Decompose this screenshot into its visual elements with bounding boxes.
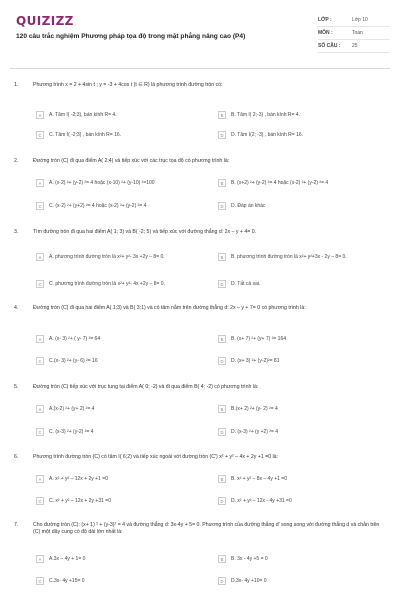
option-c[interactable] xyxy=(36,201,146,211)
option-letter-box: C xyxy=(36,497,44,505)
option-letter-box: C xyxy=(36,428,44,436)
option-letter-box: D xyxy=(218,577,226,585)
option-a[interactable] xyxy=(36,110,117,120)
option-a[interactable] xyxy=(36,554,85,564)
question-text: Cho đường tròn (C): (x+ 1) ² + (y-3)² = 4 và đường thẳng d: 3x-4y + 5= 0. Phương trình của đường thẳng d' song song với đường thẳng d và chắn trên (C) một dây cung có độ dài lớn nhất là: xyxy=(33,522,380,535)
option-letter-box: C xyxy=(36,280,44,288)
option-b[interactable] xyxy=(218,110,300,120)
option-letter-box: B xyxy=(218,179,226,187)
option-b[interactable] xyxy=(218,250,391,264)
option-letter-box: B xyxy=(218,555,226,563)
option-c[interactable] xyxy=(36,279,165,289)
option-letter-box: C xyxy=(36,131,44,139)
worksheet-meta xyxy=(318,14,390,53)
meta-value: Toán xyxy=(352,30,363,36)
option-letter-box: D xyxy=(218,280,226,288)
question-number: 5. xyxy=(14,384,19,390)
quizizz-logo: QUIZIZZ xyxy=(16,14,74,28)
option-letter-box: B xyxy=(218,405,226,413)
option-text: B. (x+ 7) ²+ (y+ 7) ²= 164 xyxy=(231,336,287,342)
option-text: D. Đáp án khác xyxy=(231,203,266,209)
option-letter-box: C xyxy=(36,577,44,585)
option-text: B. x² + y² – 8x – 4y +1 =0 xyxy=(231,476,288,482)
option-text: B. (x+2) ²+ (y-2) ²= 4 hoặc (x-2) ²+ (y-2) ²= 4 xyxy=(231,180,329,186)
option-letter-box: C xyxy=(36,357,44,365)
question-text: Phương trình đường tròn (C) có tâm I( 6;2) và tiếp xúc ngoài với đường tròn (C') x² + y² – 4x + 2y +1 =0 là: xyxy=(33,454,279,460)
option-text: B. Tâm I( 2;-3) , bán kính R= 4. xyxy=(231,112,300,118)
option-b[interactable] xyxy=(218,474,287,484)
option-letter-box: B xyxy=(218,335,226,343)
option-letter-box: C xyxy=(36,202,44,210)
option-text: C. x² + y² – 12x + 2y +31 =0 xyxy=(49,498,111,504)
option-a[interactable] xyxy=(36,178,155,188)
option-letter-box: A xyxy=(36,179,44,187)
option-d[interactable] xyxy=(218,130,303,140)
option-letter-box: D xyxy=(218,202,226,210)
option-a[interactable] xyxy=(36,252,165,262)
question-text: Đường tròn (C) đi qua điểm A( 2;4) và tiếp xúc với các trục tọa độ có phương trình là: xyxy=(33,158,230,164)
option-text: C. Tâm I( -2;3) , bán kính R= 16. xyxy=(49,132,122,138)
worksheet-title: 120 câu trắc nghiệm Phương pháp tọa độ trong mặt phẳng nâng cao (P4) xyxy=(16,33,246,40)
question-number: 2. xyxy=(14,158,19,164)
option-text: A.(x-2) ²+ (y+ 2) ²= 4 xyxy=(49,406,95,412)
option-letter-box: D xyxy=(218,131,226,139)
option-a[interactable] xyxy=(36,474,108,484)
option-text: D. (x-3) ²+ (y +2) ²= 4 xyxy=(231,429,279,435)
option-text: C.(x- 3) ²+ (y- 6) ²= 16 xyxy=(49,358,98,364)
question-text: Tìm đường tròn đi qua hai điểm A( 1; 3) và B( -2; 5) và tiếp xúc với đường thẳng d: 2x – y + 4= 0. xyxy=(33,229,257,235)
option-text: C. (x-2) ²+ (y+2) ²= 4 hoặc (x-2) ²+ (y-2) ²= 4 xyxy=(49,203,147,209)
option-b[interactable] xyxy=(218,178,328,188)
question-text: Phương trình x = 2 + 4sin t ; y = -3 + 4cos t (t ∈ R) là phương trình đường tròn có: xyxy=(33,82,223,88)
question-text: Đường tròn (C) đi qua hai điểm A( 1;3) và B( 3;1) và có tâm nằm trên đường thẳng d: 2x – y + 7= 0 có phương trình là: xyxy=(33,305,306,311)
question-number: 1. xyxy=(14,82,19,88)
option-text: B. phương trình đường tròn là x²+ y²+3x - 2y – 8= 0. xyxy=(231,254,347,260)
option-c[interactable] xyxy=(36,356,98,366)
option-letter-box: B xyxy=(218,475,226,483)
option-d[interactable] xyxy=(218,201,265,211)
meta-value: 25 xyxy=(352,43,358,49)
option-letter-box: A xyxy=(36,405,44,413)
meta-label: SỐ CÂU : xyxy=(318,43,341,49)
option-letter-box: A xyxy=(36,253,44,261)
option-text: A. (x-2) ²+ (y-2) ²= 4 hoặc (x-10) ²+ (y-10) ²=100 xyxy=(49,180,155,186)
question-number: 3. xyxy=(14,229,19,235)
option-text: D. Tất cả sai. xyxy=(231,281,261,287)
option-text: A. (x- 3) ²+ ( y- 7) ²= 64 xyxy=(49,336,101,342)
option-text: C. (x-3) ²+ (y-2) ²= 4 xyxy=(49,429,94,435)
worksheet-header xyxy=(0,0,400,68)
meta-row-count xyxy=(318,40,390,53)
option-letter-box: A xyxy=(36,475,44,483)
option-text: C. phương trình đường tròn là x²+ y²- 4x +2y – 8= 0. xyxy=(49,281,165,287)
option-text: B. 3x - 4y +5 = 0 xyxy=(231,556,268,562)
option-letter-box: A xyxy=(36,335,44,343)
option-letter-box: D xyxy=(218,357,226,365)
option-c[interactable] xyxy=(36,130,121,140)
header-divider xyxy=(10,68,390,69)
question-number: 4. xyxy=(14,305,19,311)
option-b[interactable] xyxy=(218,404,278,414)
option-text: D. Tâm I(2; -3) , bán kính R= 16. xyxy=(231,132,304,138)
question-number: 6. xyxy=(14,454,19,460)
meta-label: LỚP : xyxy=(318,17,332,23)
option-d[interactable] xyxy=(218,576,267,586)
meta-row-class xyxy=(318,14,390,27)
option-d[interactable] xyxy=(218,279,260,289)
option-text: A. Tâm I( -2;3), bán kính R= 4. xyxy=(49,112,117,118)
option-text: D. x² + y² – 12x - 4y +31 =0 xyxy=(231,498,292,504)
option-letter-box: B xyxy=(218,111,226,119)
option-text: A. x² + y² – 12x + 2y +1 =0 xyxy=(49,476,108,482)
option-letter-box: D xyxy=(218,497,226,505)
option-b[interactable] xyxy=(218,334,286,344)
option-d[interactable] xyxy=(218,496,292,506)
option-letter-box: A xyxy=(36,555,44,563)
option-letter-box: D xyxy=(218,428,226,436)
meta-value: Lớp 10 xyxy=(352,17,368,23)
option-text: A.3x – 4y + 1= 0 xyxy=(49,556,86,562)
option-text: B.(x+ 2) ²+ (y- 2) ²= 4 xyxy=(231,406,278,412)
option-d[interactable] xyxy=(218,427,278,437)
option-d[interactable] xyxy=(218,356,279,366)
option-b[interactable] xyxy=(218,554,268,564)
meta-label: MÔN : xyxy=(318,30,333,36)
option-letter-box: B xyxy=(218,253,226,261)
option-text: C.3x- 4y +15= 0 xyxy=(49,578,85,584)
option-a[interactable] xyxy=(36,404,94,414)
option-c[interactable] xyxy=(36,576,85,586)
option-c[interactable] xyxy=(36,427,93,437)
question-number: 7. xyxy=(14,522,19,528)
option-text: D. (x+ 3) ²+ (y-2)²= 81 xyxy=(231,358,280,364)
option-text: A. phương trình đường tròn là x²+ y²- 3x +2y – 8= 0. xyxy=(49,254,165,260)
meta-row-subject xyxy=(318,27,390,40)
option-text: D.3x- 4y +10= 0 xyxy=(231,578,267,584)
option-letter-box: A xyxy=(36,111,44,119)
question-text: Đường tròn (C) tiếp xúc với trục tung tại điểm A( 0; -2) và đi qua điểm B( 4; -2) có phương trình là: xyxy=(33,384,259,390)
option-a[interactable] xyxy=(36,334,100,344)
option-c[interactable] xyxy=(36,496,111,506)
